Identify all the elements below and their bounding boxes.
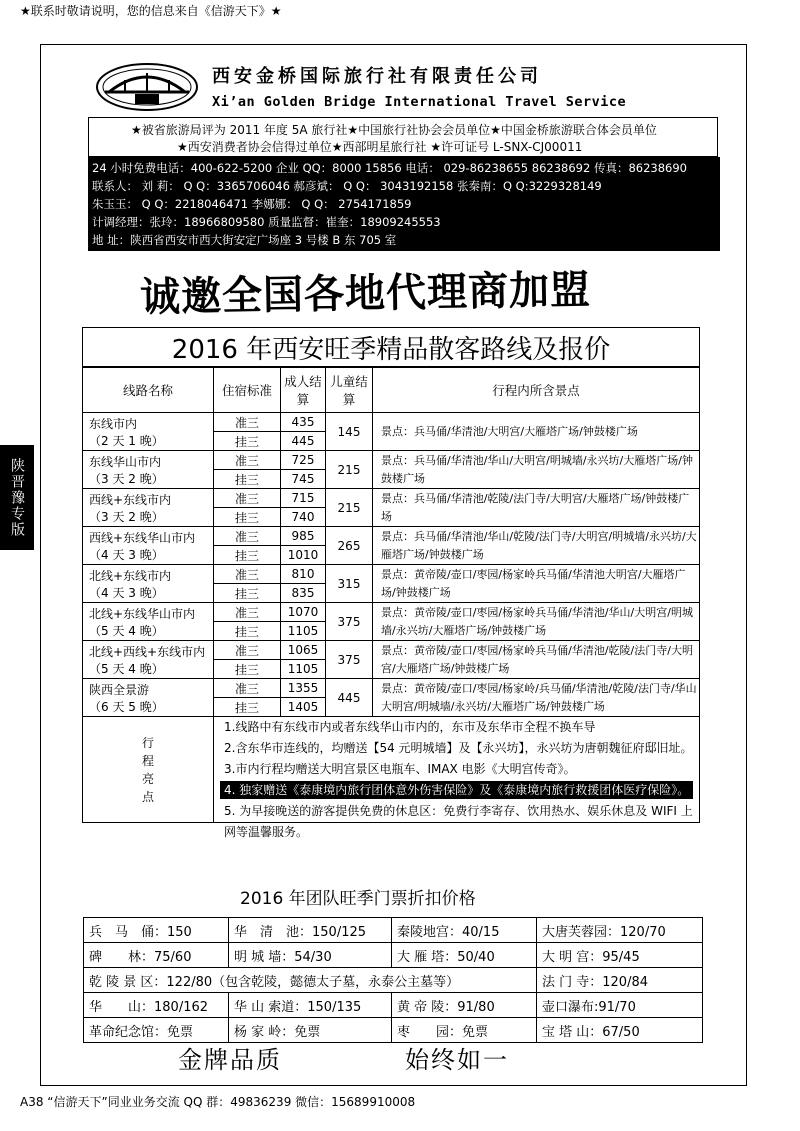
ticket-row	[84, 1018, 703, 1043]
route-duration: （5 天 4 晚）	[89, 661, 164, 676]
route-adult-price: 835	[281, 584, 326, 603]
tickets-table	[83, 917, 703, 1043]
route-name-cell	[83, 527, 214, 565]
route-std: 挂三	[214, 546, 281, 565]
route-child-price: 445	[326, 679, 373, 717]
route-sites: 景点：兵马俑/华清池/华山/大明宫/明城墙/永兴坊/大雁塔广场/钟鼓楼广场	[373, 451, 700, 489]
edition-tab: 陕晋豫专版	[0, 445, 34, 550]
routes-body	[83, 413, 700, 717]
contact-line: 朱玉玉： Q Q：2218046471 李娜娜： Q Q： 2754171859	[92, 197, 412, 211]
contact-line: 联系人： 刘 莉： Q Q：3365706046 郝彦斌： Q Q： 3043192158 张秦南：Q Q:3229328149	[92, 179, 602, 193]
route-adult-price: 1010	[281, 546, 326, 565]
route-duration: （4 天 3 晚）	[89, 585, 164, 600]
route-std: 挂三	[214, 660, 281, 679]
route-name-cell	[83, 603, 214, 641]
route-std: 挂三	[214, 432, 281, 451]
route-adult-price: 740	[281, 508, 326, 527]
routes-table	[82, 327, 700, 839]
ticket-cell: 革命纪念馆：免票	[84, 1018, 229, 1043]
ticket-cell: 大 雁 塔：50/40	[392, 943, 537, 968]
ticket-cell: 华 山 索道：150/135	[229, 993, 392, 1018]
header-sites: 行程内所含景点	[373, 367, 700, 413]
route-sites: 景点：黄帝陵/壶口/枣园/杨家岭兵马俑/华清池大明宫/大雁塔广场/钟鼓楼广场	[373, 565, 700, 603]
route-row	[83, 603, 700, 622]
route-adult-price: 1105	[281, 660, 326, 679]
route-sites: 景点：兵马俑/华清池/乾陵/法门寺/大明宫/大雁塔广场/钟鼓楼广场	[373, 489, 700, 527]
route-std: 准三	[214, 641, 281, 660]
route-child-price: 375	[326, 603, 373, 641]
route-std: 准三	[214, 679, 281, 698]
ticket-cell: 黄 帝 陵：91/80	[392, 993, 537, 1018]
slogan-consistency: 始终如一	[405, 1046, 509, 1074]
ticket-cell: 大唐芙蓉园：120/70	[537, 918, 703, 943]
route-std: 准三	[214, 451, 281, 470]
route-adult-price: 435	[281, 413, 326, 432]
route-adult-price: 810	[281, 565, 326, 584]
header-route: 线路名称	[83, 367, 214, 413]
route-duration: （3 天 2 晚）	[89, 509, 164, 524]
route-child-price: 215	[326, 489, 373, 527]
bridge-logo-icon	[95, 62, 200, 112]
route-row	[83, 489, 700, 508]
top-note: ★联系时敬请说明，您的信息来自《信游天下》★	[20, 4, 282, 18]
tickets-title: 2016 年团队旺季门票折扣价格	[240, 889, 476, 909]
ticket-row	[84, 918, 703, 943]
route-duration: （4 天 3 晚）	[89, 547, 164, 562]
route-std: 挂三	[214, 508, 281, 527]
route-row	[83, 451, 700, 470]
ticket-cell: 枣 园：免票	[392, 1018, 537, 1043]
company-name-en: Xi’an Golden Bridge International Travel Service	[212, 94, 627, 110]
route-std: 挂三	[214, 470, 281, 489]
route-sites: 景点：黄帝陵/壶口/枣园/杨家岭兵马俑/华清池/华山/大明宫/明城墙/永兴坊/大雁塔广场/钟鼓楼广场	[373, 603, 700, 641]
ticket-cell: 宝 塔 山：67/50	[537, 1018, 703, 1043]
contact-block	[88, 157, 720, 251]
ticket-cell: 乾 陵 景 区：122/80（包含乾陵，懿德太子墓，永泰公主墓等）	[84, 968, 537, 993]
contact-line: 地 址：陕西省西安市西大街安定广场座 3 号楼 B 东 705 室	[92, 233, 397, 247]
route-adult-price: 745	[281, 470, 326, 489]
route-adult-price: 725	[281, 451, 326, 470]
ticket-cell: 大 明 宫：95/45	[537, 943, 703, 968]
ticket-cell: 壶口瀑布:91/70	[537, 993, 703, 1018]
contact-line: 24 小时免费电话：400-622-5200 企业 QQ：8000 15856 电话： 029-86238655 86238692 传真：86238690	[92, 161, 687, 175]
highlights-label	[83, 717, 214, 823]
route-name-cell	[83, 413, 214, 451]
route-row	[83, 641, 700, 660]
route-name: 北线+东线华山市内	[89, 606, 196, 621]
route-adult-price: 1405	[281, 698, 326, 717]
route-std: 准三	[214, 527, 281, 546]
route-adult-price: 715	[281, 489, 326, 508]
ticket-cell: 兵 马 俑：150	[84, 918, 229, 943]
route-child-price: 375	[326, 641, 373, 679]
ticket-cell: 华 山：180/162	[84, 993, 229, 1018]
route-name: 东线华山市内	[89, 454, 162, 469]
route-adult-price: 1065	[281, 641, 326, 660]
ticket-cell: 碑 林：75/60	[84, 943, 229, 968]
ticket-cell: 秦陵地宫：40/15	[392, 918, 537, 943]
ticket-cell: 华 清 池：150/125	[229, 918, 392, 943]
route-adult-price: 1070	[281, 603, 326, 622]
ticket-cell: 法 门 寺：120/84	[537, 968, 703, 993]
routes-title: 2016 年西安旺季精品散客路线及报价	[83, 328, 700, 368]
company-name-cn: 西安金桥国际旅行社有限责任公司	[212, 66, 542, 87]
ticket-row	[84, 993, 703, 1018]
highlights-list	[214, 717, 700, 839]
route-std: 准三	[214, 489, 281, 508]
honors-line: ★被省旅游局评为 2011 年度 5A 旅行社★中国旅行社协会会员单位★中国金桥旅游联合体会员单位	[131, 123, 657, 137]
route-name: 西线+东线华山市内	[89, 530, 196, 545]
route-row	[83, 565, 700, 584]
route-sites: 景点：兵马俑/华清池/华山/乾陵/法门寺/大明宫/明城墙/永兴坊/大雁塔广场/钟鼓楼广场	[373, 527, 700, 565]
route-row	[83, 413, 700, 432]
route-name: 西线+东线市内	[89, 492, 172, 507]
route-sites: 景点：黄帝陵/壶口/枣园/杨家岭/兵马俑/华清池/乾陵/法门寺/华山大明宫/明城墙/永兴坊/大雁塔广场/钟鼓楼广场	[373, 679, 700, 717]
route-name: 北线+西线+东线市内	[89, 644, 206, 659]
route-row	[83, 527, 700, 546]
route-sites: 景点：兵马俑/华清池/大明宫/大雁塔广场/钟鼓楼广场	[373, 413, 700, 451]
route-adult-price: 1105	[281, 622, 326, 641]
route-duration: （3 天 2 晚）	[89, 471, 164, 486]
route-name-cell	[83, 641, 214, 679]
route-name: 东线市内	[89, 416, 138, 431]
route-child-price: 215	[326, 451, 373, 489]
highlight-item: 3.市内行程均赠送大明宫景区电瓶车、IMAX 电影《大明宫传奇》。	[224, 762, 576, 776]
route-row	[83, 679, 700, 698]
route-name: 北线+东线市内	[89, 568, 172, 583]
ticket-row	[84, 943, 703, 968]
route-child-price: 265	[326, 527, 373, 565]
route-std: 挂三	[214, 584, 281, 603]
route-child-price: 315	[326, 565, 373, 603]
route-adult-price: 445	[281, 432, 326, 451]
route-duration: （2 天 1 晚）	[89, 433, 164, 448]
slogan-quality: 金牌品质	[178, 1046, 282, 1074]
highlight-item: 2.含东华市连线的，均赠送【54 元明城墙】及【永兴坊】，永兴坊为唐朝魏征府邸旧址。	[224, 741, 693, 755]
page-footer: A38 “信游天下”同业业务交流 QQ 群：49836239 微信：15689910008	[20, 1095, 416, 1109]
route-duration: （6 天 5 晚）	[89, 699, 164, 714]
header-adult: 成人结算	[281, 367, 326, 413]
highlight-item-emphasis	[214, 780, 699, 801]
ticket-cell: 杨 家 岭：免票	[229, 1018, 392, 1043]
route-std: 挂三	[214, 698, 281, 717]
route-std: 准三	[214, 413, 281, 432]
highlights-label-text: 行 程 亮 点	[141, 735, 154, 804]
route-name-cell	[83, 489, 214, 527]
header-child: 儿童结算	[326, 367, 373, 413]
header-std: 住宿标准	[214, 367, 281, 413]
route-adult-price: 1355	[281, 679, 326, 698]
route-name-cell	[83, 679, 214, 717]
route-name: 陕西全景游	[89, 682, 150, 697]
routes-header-row	[83, 367, 700, 413]
honors-box	[88, 117, 718, 157]
route-adult-price: 985	[281, 527, 326, 546]
route-name-cell	[83, 565, 214, 603]
highlight-item: 5. 为早接晚送的游客提供免费的休息区：免费行李寄存、饮用热水、娱乐休息及 WIFI 上网等温馨服务。	[224, 804, 693, 839]
ticket-cell: 明 城 墙：54/30	[229, 943, 392, 968]
highlight-item-text: 4. 独家赠送《泰康境内旅行团体意外伤害保险》及《泰康境内旅行救援团体医疗保险》。	[220, 781, 693, 799]
contact-line: 计调经理：张玲：18966809580 质量监督：崔奎：18909245553	[92, 215, 441, 229]
route-name-cell	[83, 451, 214, 489]
route-duration: （5 天 4 晚）	[89, 623, 164, 638]
honors-line: ★西安消费者协会信得过单位★西部明星旅行社 ★许可证号 L-SNX-CJ00011	[177, 140, 583, 154]
route-std: 准三	[214, 603, 281, 622]
route-std: 挂三	[214, 622, 281, 641]
route-sites: 景点：黄帝陵/壶口/枣园/杨家岭兵马俑/华清池/乾陵/法门寺/大明宫/大雁塔广场/钟鼓楼广场	[373, 641, 700, 679]
highlight-item: 1.线路中有东线市内或者东线华山市内的，东市及东华市全程不换车导	[224, 720, 596, 734]
highlights-row	[83, 717, 700, 823]
route-std: 准三	[214, 565, 281, 584]
agent-invitation-headline: 诚邀全国各地代理商加盟	[139, 267, 592, 321]
route-child-price: 145	[326, 413, 373, 451]
ticket-row	[84, 968, 703, 993]
